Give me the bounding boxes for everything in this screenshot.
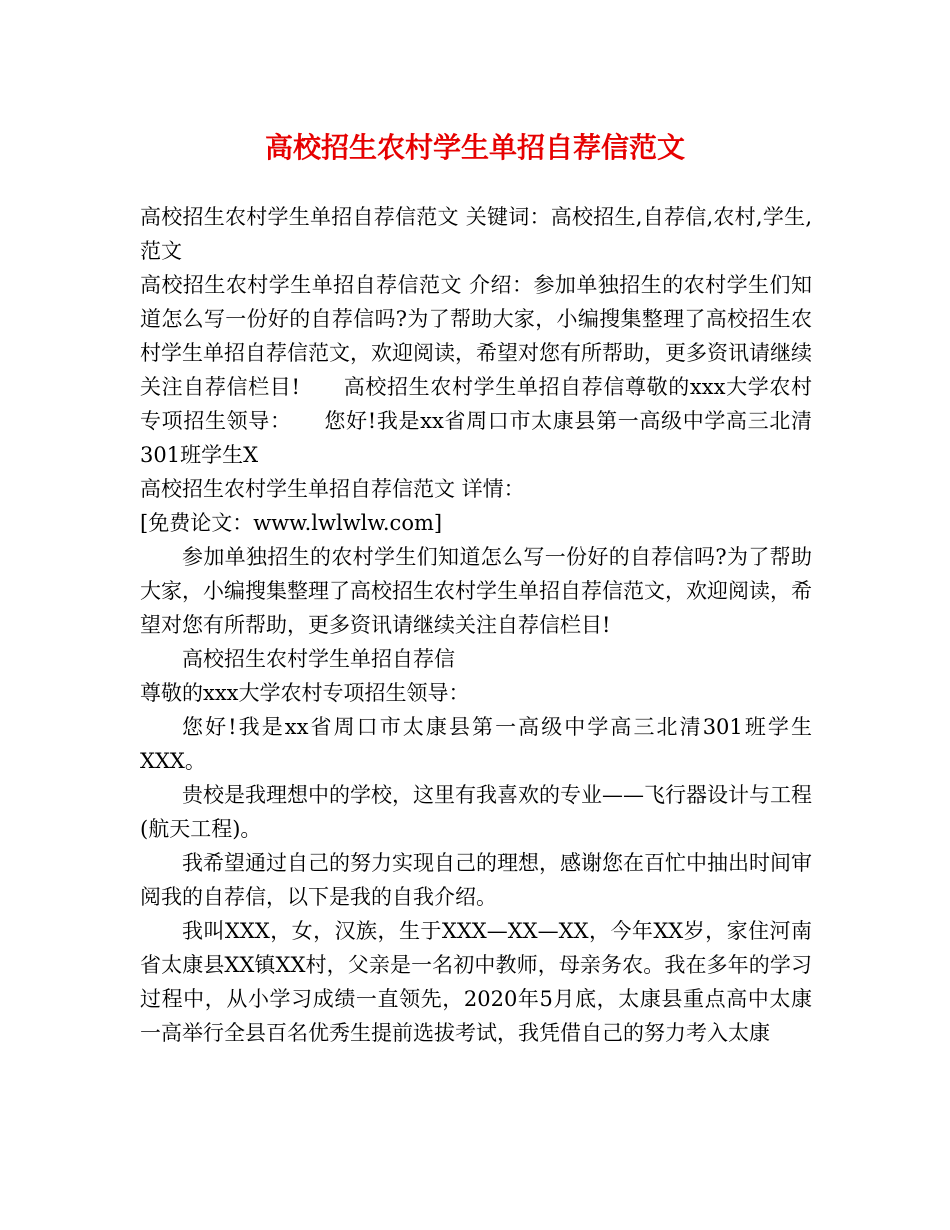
source-link-text: [免费论文：www.lwlwlw.com]	[140, 511, 443, 535]
body-paragraph: 您好!我是xx省周口市太康县第一高级中学高三北清301班学生XXX。	[140, 715, 812, 773]
body-paragraph: 参加单独招生的农村学生们知道怎么写一份好的自荐信吗?为了帮助大家，小编搜集整理了高校招生农村学生单招自荐信范文，欢迎阅读，希望对您有所帮助，更多资讯请继续关注自荐信栏目!	[140, 545, 812, 637]
document-title: 高校招生农村学生单招自荐信范文	[264, 131, 685, 164]
document-body	[140, 200, 812, 1050]
letter-heading: 高校招生农村学生单招自荐信	[182, 647, 455, 671]
body-paragraph: 我希望通过自己的努力实现自己的理想，感谢您在百忙中抽出时间审阅我的自荐信，以下是我的自我介绍。	[140, 851, 812, 909]
body-paragraph: 贵校是我理想中的学校，这里有我喜欢的专业——飞行器设计与工程(航天工程)。	[140, 783, 812, 841]
letter-salutation: 尊敬的xxx大学农村专项招生领导：	[140, 681, 470, 705]
intro-paragraph: 高校招生农村学生单招自荐信范文 介绍：参加单独招生的农村学生们知道怎么写一份好的自荐信吗?为了帮助大家，小编搜集整理了高校招生农村学生单招自荐信范文，欢迎阅读，希望对您有所帮助，更多资讯请继续关注自荐信栏目! 高校招生农村学生单招自荐信尊敬的xxx大学农村专项招生领导： 您好!我是xx省周口市太康县第一高级中学高三北清301班学生X	[140, 273, 812, 467]
details-heading: 高校招生农村学生单招自荐信范文 详情：	[140, 477, 525, 501]
keywords-paragraph: 高校招生农村学生单招自荐信范文 关键词：高校招生,自荐信,农村,学生,范文	[140, 205, 812, 263]
body-paragraph: 我叫XXX，女，汉族，生于XXX—XX—XX，今年XX岁，家住河南省太康县XX镇XX村，父亲是一名初中教师，母亲务农。我在多年的学习过程中，从小学习成绩一直领先，2020年5月底，太康县重点高中太康一高举行全县百名优秀生提前选拔考试，我凭借自己的努力考入太康	[140, 919, 812, 1045]
